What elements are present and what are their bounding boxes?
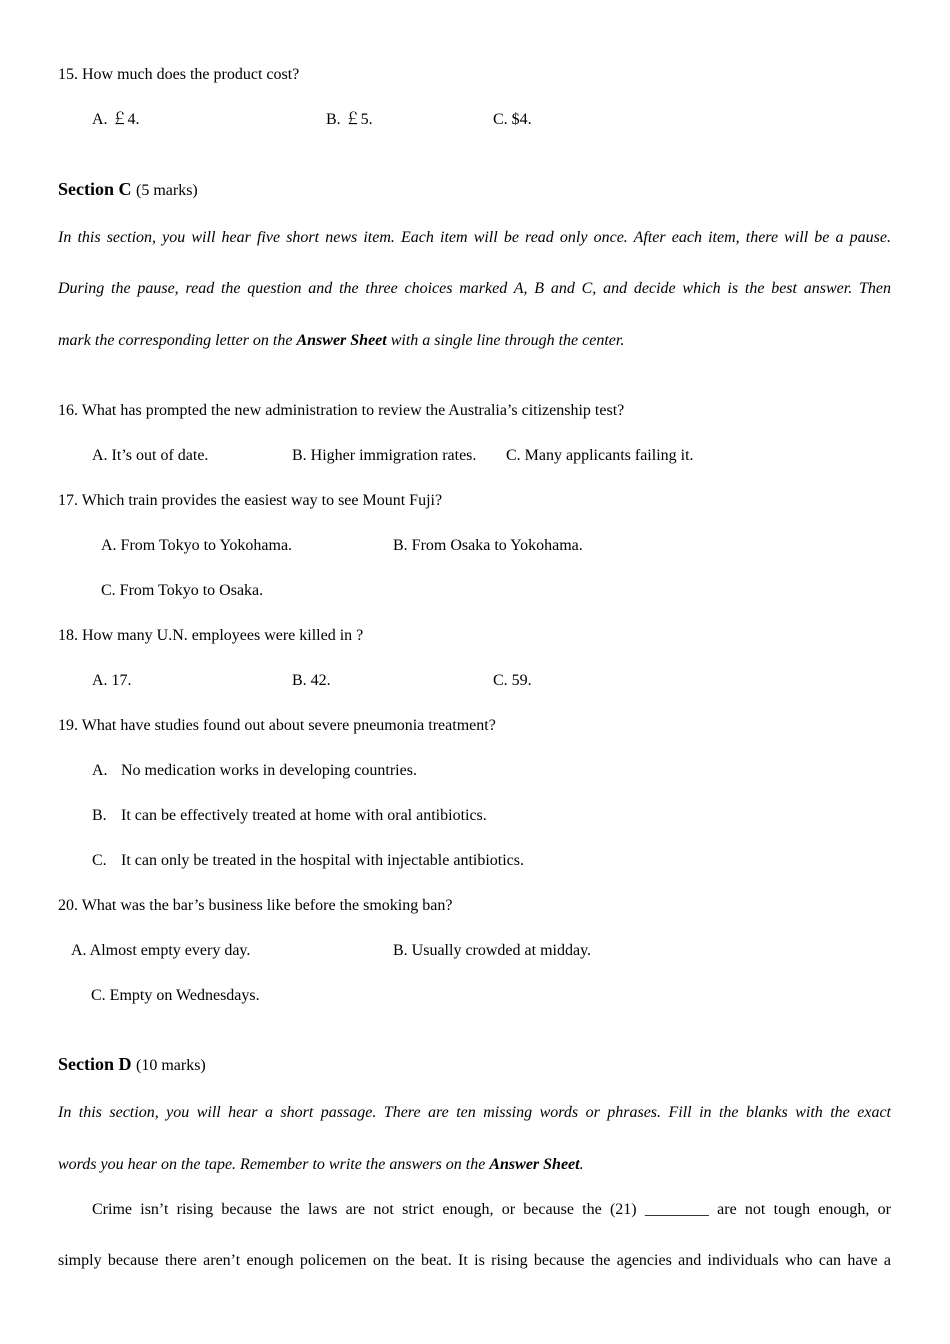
q17-option-a: A. From Tokyo to Yokohama. bbox=[101, 537, 293, 554]
section-d-instruction-line-2 bbox=[58, 1155, 584, 1175]
q17-stem: 17. Which train provides the easiest way to see Mount Fuji? bbox=[58, 492, 443, 509]
q16-stem: 16. What has prompted the new administration to review the Australia’s citizenship test? bbox=[58, 402, 625, 419]
section-c-title: Section C bbox=[58, 179, 132, 199]
q19-option-c: It can only be treated in the hospital with injectable antibiotics. bbox=[121, 852, 524, 869]
section-c-instruction-line-1: In this section, you will hear five short news item. Each item will be read only once. After each item, there will be a pause. bbox=[58, 229, 891, 246]
section-c-instruction-line-3 bbox=[58, 331, 624, 351]
section-d-marks: (10 marks) bbox=[136, 1057, 206, 1074]
q16-option-c: C. Many applicants failing it. bbox=[506, 447, 694, 464]
q18-stem: 18. How many U.N. employees were killed in ? bbox=[58, 627, 364, 644]
q19-option-a-letter: A. bbox=[92, 762, 108, 779]
q20-option-b: B. Usually crowded at midday. bbox=[393, 942, 592, 959]
q20-option-a: A. Almost empty every day. bbox=[71, 942, 251, 959]
section-d-heading bbox=[58, 1054, 206, 1076]
q18-option-a: A. 17. bbox=[92, 672, 132, 689]
section-c-heading bbox=[58, 179, 198, 201]
q19-stem: 19. What have studies found out about severe pneumonia treatment? bbox=[58, 717, 496, 734]
q19-option-b-letter: B. bbox=[92, 807, 107, 824]
q19-option-a: No medication works in developing countries. bbox=[121, 762, 417, 779]
q20-option-c: C. Empty on Wednesdays. bbox=[91, 987, 260, 1004]
q17-option-c: C. From Tokyo to Osaka. bbox=[101, 582, 264, 599]
instr-text: mark the corresponding letter on the bbox=[58, 332, 297, 349]
passage-line-2: simply because there aren’t enough policemen on the beat. It is rising because the agencies and individuals who can have a bbox=[58, 1252, 891, 1269]
q18-option-b: B. 42. bbox=[292, 672, 331, 689]
q15-option-c: C. $4. bbox=[493, 111, 532, 128]
q15-option-b: B. ￡5. bbox=[326, 111, 373, 128]
instr-text: with a single line through the center. bbox=[386, 332, 625, 349]
answer-sheet-bold: Answer Sheet bbox=[296, 332, 387, 349]
instr-text: . bbox=[579, 1156, 584, 1173]
q15-stem: 15. How much does the product cost? bbox=[58, 66, 300, 83]
section-d-title: Section D bbox=[58, 1054, 132, 1074]
q15-option-a: A. ￡4. bbox=[92, 111, 140, 128]
instr-text: words you hear on the tape. Remember to write the answers on the bbox=[58, 1156, 490, 1173]
answer-sheet-bold: Answer Sheet bbox=[489, 1156, 580, 1173]
q20-stem: 20. What was the bar’s business like before the smoking ban? bbox=[58, 897, 453, 914]
section-c-marks: (5 marks) bbox=[136, 182, 198, 199]
q16-option-a: A. It’s out of date. bbox=[92, 447, 209, 464]
section-d-instruction-line-1: In this section, you will hear a short passage. There are ten missing words or phrases. Fill in the blanks with the exact bbox=[58, 1104, 891, 1121]
q19-option-b: It can be effectively treated at home with oral antibiotics. bbox=[121, 807, 487, 824]
section-c-instruction-line-2: During the pause, read the question and the three choices marked A, B and C, and decide which is the best answer. Then bbox=[58, 280, 891, 297]
q19-option-c-letter: C. bbox=[92, 852, 107, 869]
q16-option-b: B. Higher immigration rates. bbox=[292, 447, 477, 464]
passage-line-1: Crime isn’t rising because the laws are not strict enough, or because the (21) ________ are not tough enough, or bbox=[92, 1201, 891, 1218]
q18-option-c: C. 59. bbox=[493, 672, 532, 689]
q17-option-b: B. From Osaka to Yokohama. bbox=[393, 537, 583, 554]
